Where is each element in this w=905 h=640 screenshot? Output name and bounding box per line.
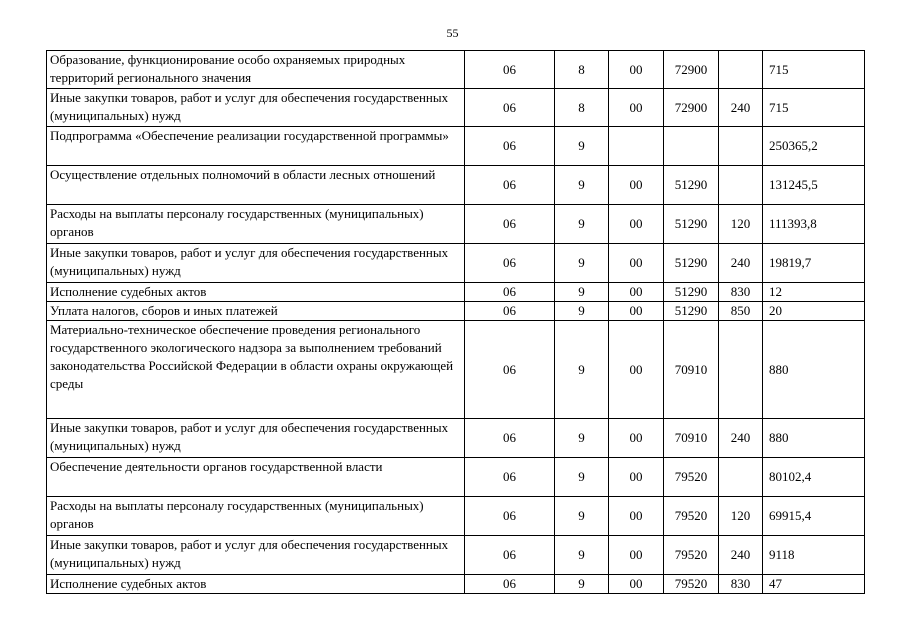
row-expense-type-cell: [719, 51, 763, 89]
row-section-cell: 06: [465, 166, 555, 205]
table-row: [47, 536, 865, 575]
row-name-cell: Иные закупки товаров, работ и услуг для обеспечения государственных (муниципальных) нужд: [47, 89, 465, 127]
row-target-cell: 79520: [664, 536, 719, 575]
row-subsection-cell: 9: [555, 458, 609, 497]
row-program-cell: 00: [609, 302, 664, 321]
row-subsection-cell: 9: [555, 302, 609, 321]
row-amount-cell: 20: [763, 302, 865, 321]
row-name-cell: Исполнение судебных актов: [47, 283, 465, 302]
row-subsection-cell: 9: [555, 321, 609, 419]
row-expense-type-cell: [719, 166, 763, 205]
row-target-cell: 51290: [664, 205, 719, 244]
table-row: [47, 51, 865, 89]
row-target-cell: 70910: [664, 321, 719, 419]
row-amount-cell: 9118: [763, 536, 865, 575]
row-amount-cell: 250365,2: [763, 127, 865, 166]
row-expense-type-cell: [719, 458, 763, 497]
row-target-cell: [664, 127, 719, 166]
row-program-cell: 00: [609, 321, 664, 419]
row-subsection-cell: 9: [555, 166, 609, 205]
row-subsection-cell: 8: [555, 51, 609, 89]
row-name-cell: Уплата налогов, сборов и иных платежей: [47, 302, 465, 321]
table-row: [47, 497, 865, 536]
row-subsection-cell: 9: [555, 575, 609, 594]
table-row: [47, 244, 865, 283]
row-program-cell: 00: [609, 419, 664, 458]
row-amount-cell: 69915,4: [763, 497, 865, 536]
row-target-cell: 79520: [664, 458, 719, 497]
row-name-cell: Обеспечение деятельности органов государственной власти: [47, 458, 465, 497]
row-program-cell: [609, 127, 664, 166]
row-section-cell: 06: [465, 283, 555, 302]
row-name-cell: Иные закупки товаров, работ и услуг для обеспечения государственных (муниципальных) нужд: [47, 244, 465, 283]
row-name-cell: Осуществление отдельных полномочий в области лесных отношений: [47, 166, 465, 205]
table-row: [47, 575, 865, 594]
table-row: [47, 458, 865, 497]
row-section-cell: 06: [465, 244, 555, 283]
row-target-cell: 72900: [664, 51, 719, 89]
row-name-cell: Образование, функционирование особо охраняемых природных территорий регионального значения: [47, 51, 465, 89]
row-section-cell: 06: [465, 51, 555, 89]
row-target-cell: 51290: [664, 302, 719, 321]
row-expense-type-cell: 120: [719, 205, 763, 244]
row-subsection-cell: 8: [555, 89, 609, 127]
table-row: [47, 89, 865, 127]
row-section-cell: 06: [465, 419, 555, 458]
row-expense-type-cell: 240: [719, 536, 763, 575]
page-number: 55: [446, 26, 459, 40]
row-expense-type-cell: 120: [719, 497, 763, 536]
row-target-cell: 79520: [664, 497, 719, 536]
row-name-cell: Иные закупки товаров, работ и услуг для обеспечения государственных (муниципальных) нужд: [47, 419, 465, 458]
row-program-cell: 00: [609, 536, 664, 575]
table-row: [47, 302, 865, 321]
row-target-cell: 79520: [664, 575, 719, 594]
row-section-cell: 06: [465, 536, 555, 575]
row-name-cell: Расходы на выплаты персоналу государственных (муниципальных) органов: [47, 205, 465, 244]
row-expense-type-cell: [719, 321, 763, 419]
row-amount-cell: 12: [763, 283, 865, 302]
row-amount-cell: 19819,7: [763, 244, 865, 283]
row-name-cell: Расходы на выплаты персоналу государственных (муниципальных) органов: [47, 497, 465, 536]
row-amount-cell: 47: [763, 575, 865, 594]
row-name-cell: Материально-техническое обеспечение проведения регионального государственного экологического надзора за выполнением требований законодательства Российской Федерации в области охраны окружающей среды: [47, 321, 465, 419]
row-expense-type-cell: 240: [719, 419, 763, 458]
budget-table: [46, 50, 865, 594]
row-section-cell: 06: [465, 89, 555, 127]
row-amount-cell: 80102,4: [763, 458, 865, 497]
row-subsection-cell: 9: [555, 497, 609, 536]
row-expense-type-cell: 850: [719, 302, 763, 321]
row-name-cell: Иные закупки товаров, работ и услуг для обеспечения государственных (муниципальных) нужд: [47, 536, 465, 575]
row-program-cell: 00: [609, 458, 664, 497]
table-row: [47, 127, 865, 166]
row-target-cell: 70910: [664, 419, 719, 458]
row-subsection-cell: 9: [555, 244, 609, 283]
row-amount-cell: 880: [763, 321, 865, 419]
row-program-cell: 00: [609, 51, 664, 89]
row-amount-cell: 131245,5: [763, 166, 865, 205]
budget-table-body: [47, 51, 865, 594]
row-program-cell: 00: [609, 244, 664, 283]
row-program-cell: 00: [609, 205, 664, 244]
row-section-cell: 06: [465, 458, 555, 497]
row-subsection-cell: 9: [555, 536, 609, 575]
row-amount-cell: 715: [763, 89, 865, 127]
row-expense-type-cell: [719, 127, 763, 166]
row-subsection-cell: 9: [555, 205, 609, 244]
row-target-cell: 51290: [664, 244, 719, 283]
row-section-cell: 06: [465, 302, 555, 321]
table-row: [47, 166, 865, 205]
row-expense-type-cell: 830: [719, 575, 763, 594]
table-row: [47, 321, 865, 419]
row-section-cell: 06: [465, 321, 555, 419]
row-section-cell: 06: [465, 497, 555, 536]
row-section-cell: 06: [465, 205, 555, 244]
row-program-cell: 00: [609, 166, 664, 205]
table-row: [47, 205, 865, 244]
row-expense-type-cell: 240: [719, 244, 763, 283]
row-program-cell: 00: [609, 283, 664, 302]
row-amount-cell: 880: [763, 419, 865, 458]
row-name-cell: Исполнение судебных актов: [47, 575, 465, 594]
row-section-cell: 06: [465, 127, 555, 166]
row-subsection-cell: 9: [555, 283, 609, 302]
row-program-cell: 00: [609, 575, 664, 594]
row-program-cell: 00: [609, 497, 664, 536]
row-amount-cell: 715: [763, 51, 865, 89]
row-target-cell: 72900: [664, 89, 719, 127]
row-name-cell: Подпрограмма «Обеспечение реализации государственной программы»: [47, 127, 465, 166]
row-program-cell: 00: [609, 89, 664, 127]
table-row: [47, 419, 865, 458]
row-subsection-cell: 9: [555, 419, 609, 458]
row-amount-cell: 111393,8: [763, 205, 865, 244]
row-subsection-cell: 9: [555, 127, 609, 166]
row-target-cell: 51290: [664, 166, 719, 205]
row-section-cell: 06: [465, 575, 555, 594]
row-target-cell: 51290: [664, 283, 719, 302]
table-row: [47, 283, 865, 302]
row-expense-type-cell: 830: [719, 283, 763, 302]
row-expense-type-cell: 240: [719, 89, 763, 127]
